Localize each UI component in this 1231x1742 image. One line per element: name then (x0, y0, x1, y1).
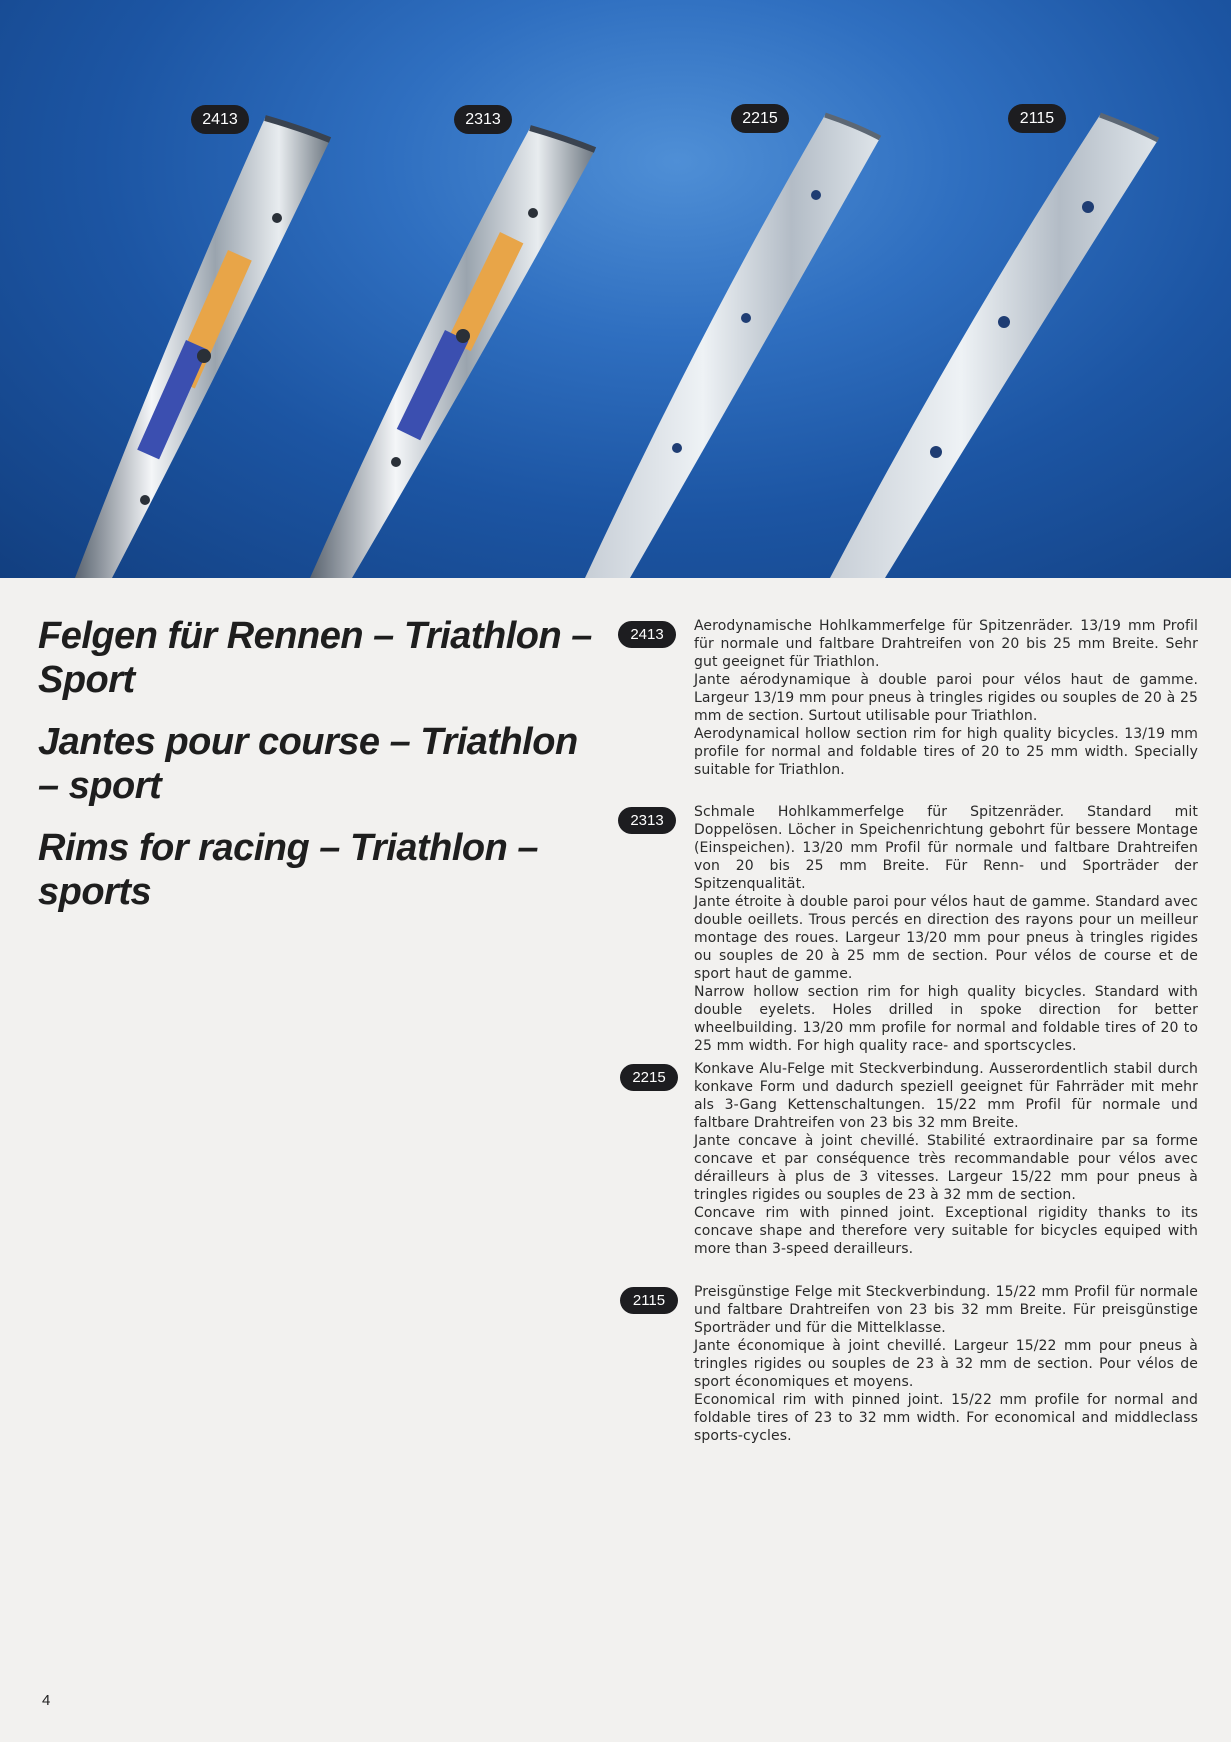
description-de: Schmale Hohlkammerfelge für Spitzenräder. Standard mit Doppelösen. Löcher in Speichenrichtung gebohrt für bessere Montage (Einspeichen). 13/20 mm Profil für normale und faltbare Drahtreifen von 20 bis 25 mm Breite. Für Renn- und Sporträder der Spitzenqualität. (694, 804, 1198, 892)
description-en: Narrow hollow section rim for high quality bicycles. Standard with double eyelets. Holes drilled in spoke direction for better wheelbuilding. 13/20 mm profile for normal and foldable tires of 20 to 25 mm width. For high quality race- and sportscycles. (694, 984, 1198, 1054)
description-fr: Jante aérodynamique à double paroi pour vélos haut de gamme. Largeur 13/19 mm pour pneus à tringles rigides ou souples de 20 à 25 mm de section. Surtout utilisable pour Triathlon. (694, 672, 1198, 724)
product-description-2413 (694, 617, 1198, 779)
description-de: Konkave Alu-Felge mit Steckverbindung. Ausserordentlich stabil durch konkave Form und dadurch speziell geeignet für Fahrräder mit mehr als 3-Gang Kettenschaltungen. 15/22 mm Profil für normale und faltbare Drahtreifen von 23 bis 32 mm Breite. (694, 1061, 1198, 1131)
product-code-badge-2313: 2313 (618, 807, 676, 834)
heading-german: Felgen für Rennen – Triathlon – Sport (38, 615, 592, 701)
product-description-2215 (694, 1060, 1198, 1258)
photo-label-2313: 2313 (454, 105, 512, 134)
rim-2413 (75, 118, 330, 578)
photo-label-2215: 2215 (731, 104, 789, 133)
description-fr: Jante économique à joint chevillé. Largeur 15/22 mm pour pneus à tringles rigides ou souples de 23 à 32 mm de section. Pour vélos de sport économiques et moyens. (694, 1338, 1198, 1390)
description-fr: Jante concave à joint chevillé. Stabilité extraordinaire par sa forme concave et par conséquence très recommandable pour vélos avec dérailleurs à plus de 3 vitesses. Largeur 15/22 mm pour pneus à tringles rigides ou souples de 23 à 32 mm de section. (694, 1133, 1198, 1203)
product-photo (0, 0, 1231, 578)
rims-illustration (0, 0, 1231, 578)
product-description-2115 (694, 1283, 1198, 1445)
photo-label-2413: 2413 (191, 105, 249, 134)
product-code-badge-2413: 2413 (618, 621, 676, 648)
description-fr: Jante étroite à double paroi pour vélos haut de gamme. Standard avec double oeillets. Trous percés en direction des rayons pour un meilleur montage des roues. Largeur 13/20 mm pour pneus à tringles rigides ou souples de 20 à 25 mm de section. Pour vélos de course et de sport haut de gamme. (694, 894, 1198, 982)
rim-2115 (830, 115, 1158, 578)
heading-english: Rims for racing – Triathlon – sports (38, 827, 539, 913)
photo-label-2115: 2115 (1008, 104, 1066, 133)
description-en: Concave rim with pinned joint. Exceptional rigidity thanks to its concave shape and therefore very suitable for bicycles equiped with more than 3-speed derailleurs. (694, 1205, 1198, 1257)
rim-2313 (310, 128, 595, 578)
description-en: Economical rim with pinned joint. 15/22 mm profile for normal and foldable tires of 23 to 32 mm width. For economical and middleclass sports-cycles. (694, 1392, 1198, 1444)
page-number: 4 (42, 1692, 51, 1709)
description-de: Preisgünstige Felge mit Steckverbindung. 15/22 mm Profil für normale und faltbare Drahtreifen von 23 bis 32 mm Breite. Für preisgünstige Sporträder und für die Mittelklasse. (694, 1284, 1198, 1336)
product-code-badge-2215: 2215 (620, 1064, 678, 1091)
heading-french: Jantes pour course – Triathlon – sport (38, 721, 578, 807)
rim-2215 (585, 115, 880, 578)
product-description-2313 (694, 803, 1198, 1055)
description-en: Aerodynamical hollow section rim for high quality bicycles. 13/19 mm profile for normal and foldable tires of 20 to 25 mm width. Specially suitable for Triathlon. (694, 726, 1198, 778)
description-de: Aerodynamische Hohlkammerfelge für Spitzenräder. 13/19 mm Profil für normale und faltbare Drahtreifen von 20 bis 25 mm Breite. Sehr gut geeignet für Triathlon. (694, 618, 1198, 670)
product-code-badge-2115: 2115 (620, 1287, 678, 1314)
